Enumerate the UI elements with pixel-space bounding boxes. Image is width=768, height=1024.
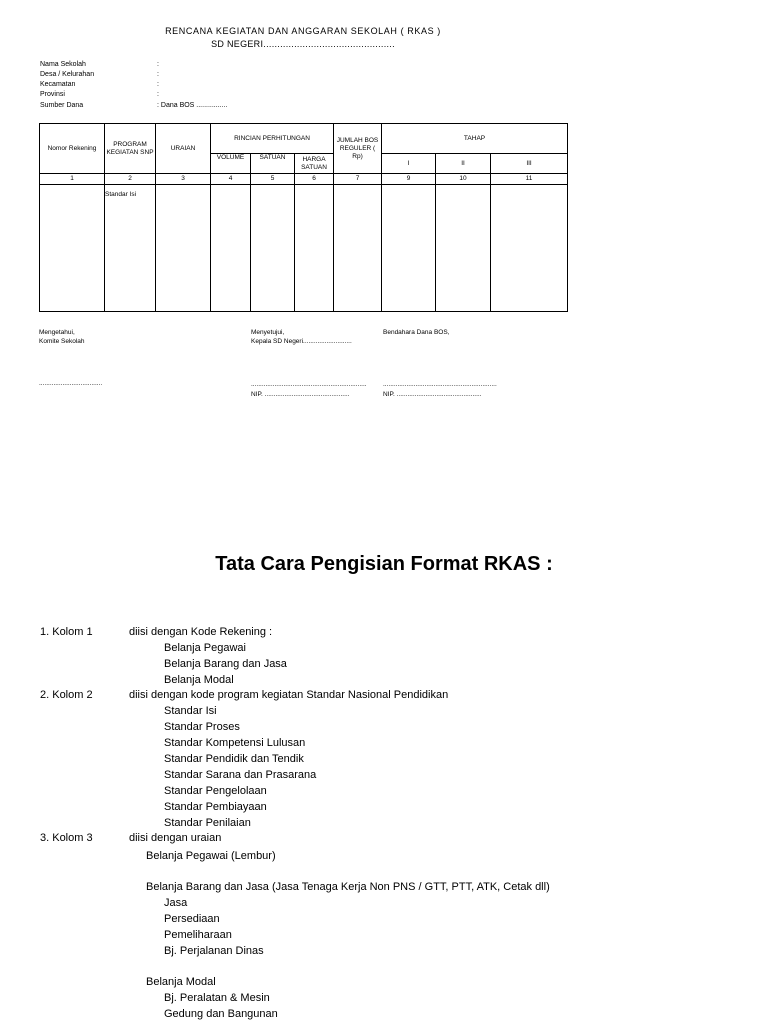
header-tahap-i: I <box>382 154 436 174</box>
sig-mid-dots: ................................................................ <box>251 381 367 388</box>
list-item: Standar Isi <box>164 705 217 717</box>
header-rincian: RINCIAN PERHITUNGAN <box>211 124 334 154</box>
col-number: 2 <box>105 174 156 185</box>
col-number: 7 <box>334 174 382 185</box>
header-tahap-ii: II <box>436 154 491 174</box>
header-volume: VOLUME <box>211 154 251 174</box>
kolom1-label: 1. Kolom 1 <box>40 626 93 638</box>
list-item: Standar Proses <box>164 721 240 733</box>
school-info <box>40 61 340 121</box>
guide-heading: Tata Cara Pengisian Format RKAS : <box>215 553 553 575</box>
document-subtitle: SD NEGERI............................................... <box>211 39 395 49</box>
table-cell <box>156 185 211 312</box>
list-item: Gedung dan Bangunan <box>164 1008 278 1020</box>
header-harga: HARGA SATUAN <box>295 154 334 174</box>
list-item: Standar Kompetensi Lulusan <box>164 737 306 749</box>
k3-modal: Belanja Modal <box>146 976 216 988</box>
header-satuan: SATUAN <box>251 154 295 174</box>
header-program: PROGRAM KEGIATAN SNP <box>105 124 156 174</box>
sig-mid-line1: Menyetujui, <box>251 329 285 336</box>
k3-pegawai: Belanja Pegawai (Lembur) <box>146 850 276 862</box>
col-number: 10 <box>436 174 491 185</box>
header-nomor-rekening: Nomor Rekening <box>40 124 105 174</box>
kolom2-desc: diisi dengan kode program kegiatan Standar Nasional Pendidikan <box>129 689 449 701</box>
table-cell <box>251 185 295 312</box>
col-number: 5 <box>251 174 295 185</box>
info-label: Desa / Kelurahan <box>40 71 95 78</box>
info-label: Provinsi <box>40 91 65 98</box>
sig-mid-nip: NIP. ............................................... <box>251 391 350 398</box>
info-value: : <box>157 81 159 88</box>
info-value: : Dana BOS ................ <box>157 102 228 109</box>
sig-right-dots: ............................................................... <box>383 381 497 388</box>
header-tahap-iii: III <box>491 154 568 174</box>
list-item: Standar Pendidik dan Tendik <box>164 753 304 765</box>
info-value: : <box>157 91 159 98</box>
sig-right-line1: Bendahara Dana BOS, <box>383 329 450 336</box>
col-number: 11 <box>491 174 568 185</box>
col-number: 3 <box>156 174 211 185</box>
sig-right-nip: NIP. ............................................... <box>383 391 482 398</box>
list-item: Bj. Perjalanan Dinas <box>164 945 264 957</box>
kolom1-desc: diisi dengan Kode Rekening : <box>129 626 273 638</box>
table-cell <box>491 185 568 312</box>
list-item: Persediaan <box>164 913 220 925</box>
header-uraian: URAIAN <box>156 124 211 174</box>
kolom2-label: 2. Kolom 2 <box>40 689 93 701</box>
list-item: Pemeliharaan <box>164 929 232 941</box>
table-cell <box>40 185 105 312</box>
kolom3-label: 3. Kolom 3 <box>40 832 93 844</box>
list-item: Standar Pengelolaan <box>164 785 267 797</box>
info-label: Kecamatan <box>40 81 76 88</box>
info-label: Sumber Dana <box>40 102 84 109</box>
k3-barang: Belanja Barang dan Jasa (Jasa Tenaga Kerja Non PNS / GTT, PTT, ATK, Cetak dll) <box>146 881 550 893</box>
rkas-table <box>39 123 568 312</box>
header-tahap: TAHAP <box>382 124 568 154</box>
info-value: : <box>157 61 159 68</box>
table-cell <box>295 185 334 312</box>
list-item: Jasa <box>164 897 188 909</box>
list-item: Belanja Barang dan Jasa <box>164 658 287 670</box>
col-number: 4 <box>211 174 251 185</box>
document-title: RENCANA KEGIATAN DAN ANGGARAN SEKOLAH ( RKAS ) <box>165 26 441 36</box>
sig-left-line1: Mengetahui, <box>39 329 75 336</box>
list-item: Standar Penilaian <box>164 817 251 829</box>
sig-mid-line2: Kepala SD Negeri........................... <box>251 338 352 345</box>
header-jumlah: JUMLAH BOS REGULER ( Rp) <box>334 124 382 174</box>
table-cell <box>211 185 251 312</box>
info-label: Nama Sekolah <box>40 61 86 68</box>
table-cell-program: Standar Isi <box>105 185 156 312</box>
col-number: 1 <box>40 174 105 185</box>
table-cell <box>382 185 436 312</box>
sig-left-line2: Komite Sekolah <box>39 338 85 345</box>
list-item: Bj. Peralatan & Mesin <box>164 992 270 1004</box>
kolom3-desc: diisi dengan uraian <box>129 832 222 844</box>
sig-left-dots: ................................... <box>39 380 103 387</box>
table-cell <box>334 185 382 312</box>
list-item: Belanja Pegawai <box>164 642 246 654</box>
info-value: : <box>157 71 159 78</box>
list-item: Standar Sarana dan Prasarana <box>164 769 317 781</box>
list-item: Standar Pembiayaan <box>164 801 267 813</box>
col-number: 9 <box>382 174 436 185</box>
list-item: Belanja Modal <box>164 674 234 686</box>
col-number: 6 <box>295 174 334 185</box>
table-cell <box>436 185 491 312</box>
